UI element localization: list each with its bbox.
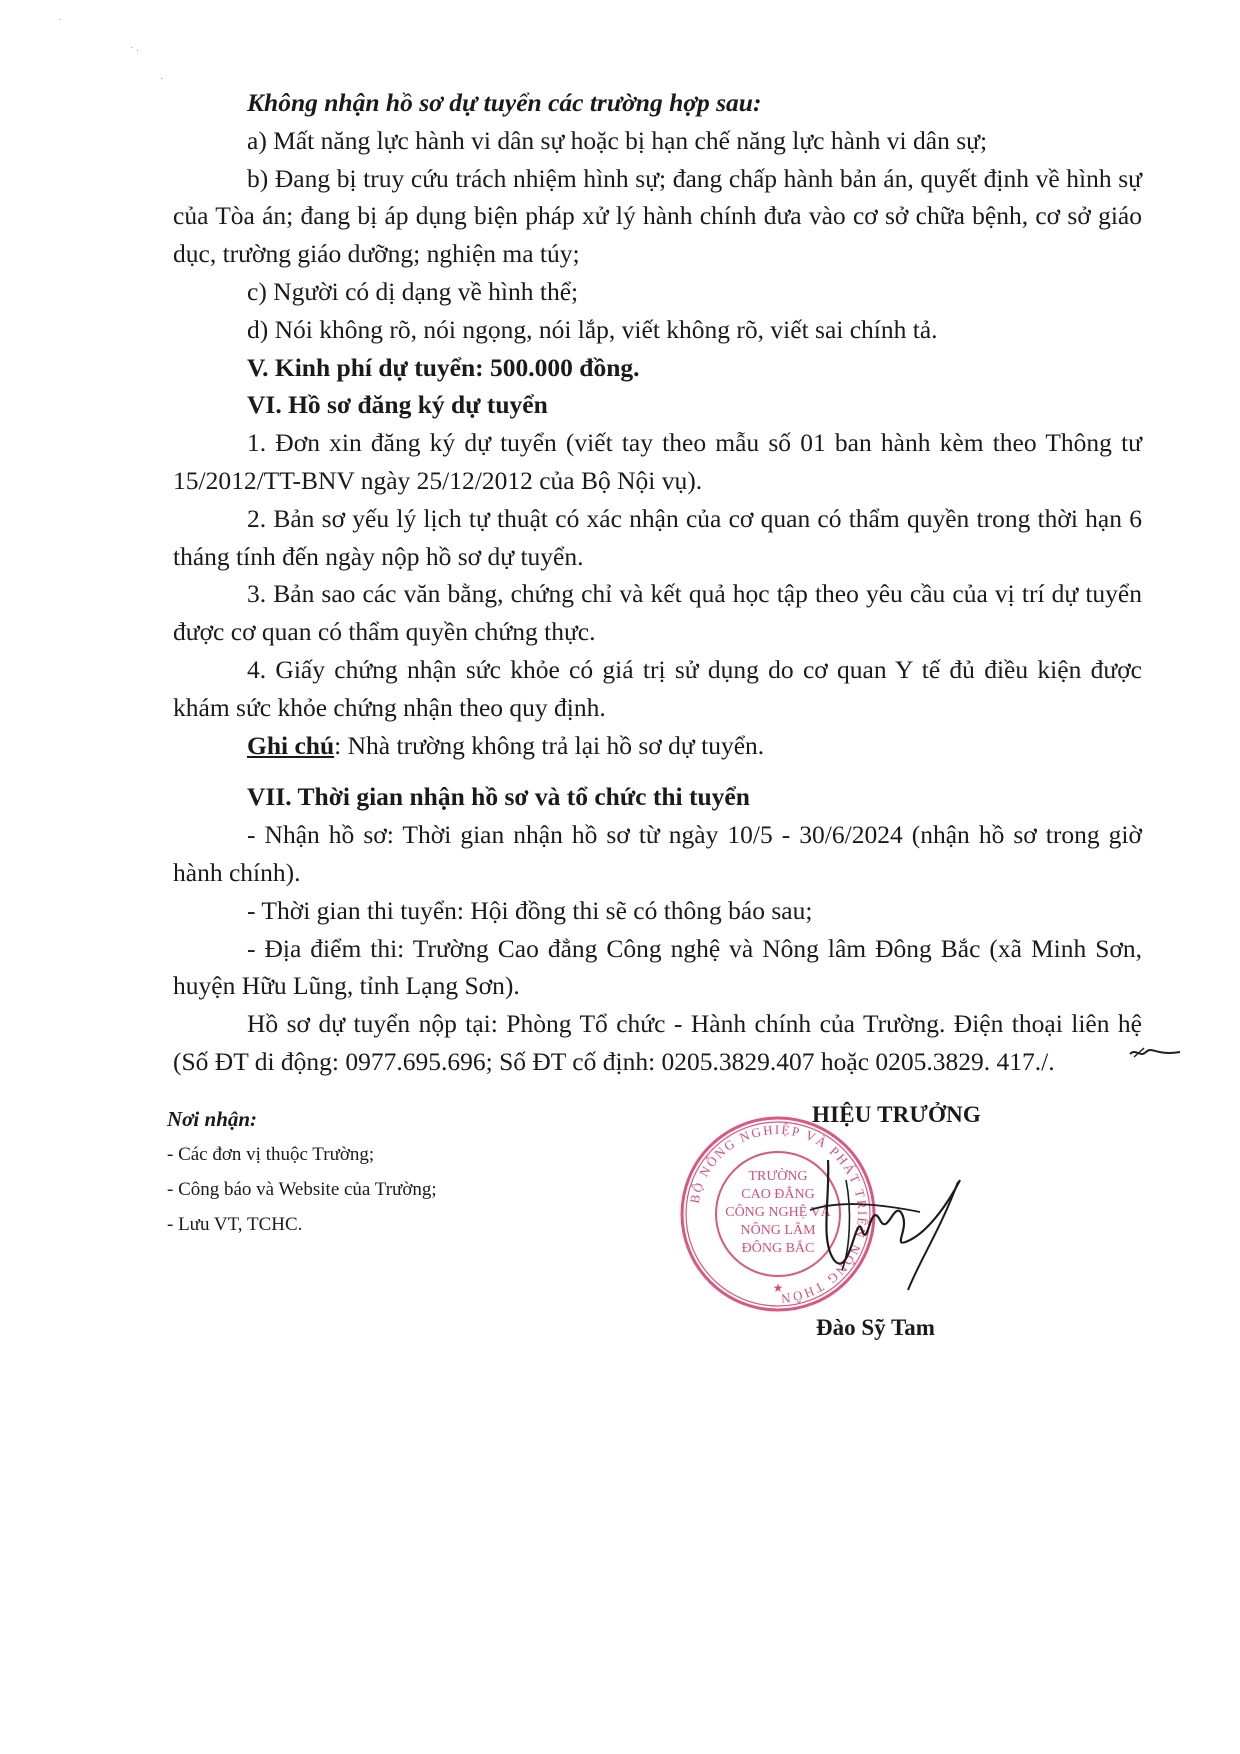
section-vii-heading: VII. Thời gian nhận hồ sơ và tổ chức thi tuyển bbox=[247, 782, 750, 812]
exclusion-item: d) Nói không rõ, nói ngọng, nói lắp, viết không rõ, viết sai chính tả. bbox=[247, 314, 938, 344]
required-document-item: 4. Giấy chứng nhận sức khỏe có giá trị sử dụng do cơ quan Y tế đủ điều kiện được khám sức khỏe chứng nhận theo quy định. bbox=[173, 654, 1142, 722]
schedule-item: - Nhận hồ sơ: Thời gian nhận hồ sơ từ ngày 10/5 - 30/6/2024 (nhận hồ sơ trong giờ hành chính). bbox=[173, 820, 1142, 887]
scan-speck: ˙ · bbox=[130, 46, 140, 57]
svg-text:NÔNG LÂM: NÔNG LÂM bbox=[740, 1223, 816, 1238]
end-mark-scribble bbox=[1128, 1044, 1182, 1062]
recipients-block bbox=[167, 1102, 587, 1242]
required-document-item: 2. Bản sơ yếu lý lịch tự thuật có xác nhận của cơ quan có thẩm quyền trong thời hạn 6 tháng tính đến ngày nộp hồ sơ dự tuyển. bbox=[173, 503, 1142, 571]
schedule-item: - Thời gian thi tuyển: Hội đồng thi sẽ có thông báo sau; bbox=[247, 895, 813, 925]
signer-title: HIỆU TRƯỞNG bbox=[812, 1102, 981, 1127]
recipients-title: Nơi nhận: bbox=[167, 1107, 258, 1131]
svg-text:ĐÔNG BẮC: ĐÔNG BẮC bbox=[741, 1241, 815, 1256]
recipient-item: - Lưu VT, TCHC. bbox=[167, 1214, 303, 1235]
required-document-item: 3. Bản sao các văn bằng, chứng chỉ và kết quả học tập theo yêu cầu của vị trí dự tuyển được cơ quan có thẩm quyền chứng thực. bbox=[173, 579, 1142, 647]
signature-block bbox=[660, 1100, 1080, 1360]
recipient-item: - Các đơn vị thuộc Trường; bbox=[167, 1144, 375, 1165]
signer-name: Đào Sỹ Tam bbox=[816, 1315, 935, 1340]
svg-text:TRƯỜNG: TRƯỜNG bbox=[748, 1169, 808, 1184]
exclusion-item: c) Người có dị dạng về hình thể; bbox=[247, 276, 579, 306]
exclusion-item: b) Đang bị truy cứu trách nhiệm hình sự; đang chấp hành bản án, quyết định về hình sự của Tòa án; đang bị áp dụng biện pháp xử lý hành chính đưa vào cơ sở chữa bệnh, cơ sở giáo dục, trường giáo dưỡng; nghiện ma túy; bbox=[173, 163, 1142, 269]
schedule-item: - Địa điểm thi: Trường Cao đẳng Công nghệ và Nông lâm Đông Bắc (xã Minh Sơn, huyện Hữu Lũng, tỉnh Lạng Sơn). bbox=[173, 933, 1142, 1001]
section-v-heading: V. Kinh phí dự tuyển: 500.000 đồng. bbox=[247, 352, 640, 382]
required-document-item: 1. Đơn xin đăng ký dự tuyển (viết tay theo mẫu số 01 ban hành kèm theo Thông tư 15/2012/TT-BNV ngày 25/12/2012 của Bộ Nội vụ). bbox=[173, 428, 1142, 495]
exclusion-item: a) Mất năng lực hành vi dân sự hoặc bị hạn chế năng lực hành vi dân sự; bbox=[247, 125, 988, 155]
scan-speck: · bbox=[160, 74, 164, 85]
note-text: : Nhà trường không trả lại hồ sơ dự tuyển. bbox=[334, 730, 765, 760]
note-line bbox=[173, 727, 1142, 765]
svg-text:CAO ĐẲNG: CAO ĐẲNG bbox=[741, 1187, 815, 1202]
recipient-item: - Công báo và Website của Trường; bbox=[167, 1179, 437, 1200]
handwritten-signature bbox=[790, 1140, 970, 1310]
svg-text:CÔNG NGHỆ VÀ: CÔNG NGHỆ VÀ bbox=[725, 1205, 831, 1220]
submission-contact: Hồ sơ dự tuyển nộp tại: Phòng Tổ chức - Hành chính của Trường. Điện thoại liên hệ (Số ĐT di động: 0977.695.696; Số ĐT cố định: 0205.3829.407 hoặc 0205.3829. 417./. bbox=[173, 1009, 1142, 1076]
svg-text:★: ★ bbox=[772, 1281, 784, 1295]
note-label: Ghi chú bbox=[247, 730, 335, 760]
document-body bbox=[173, 84, 1142, 1081]
svg-text:BỘ NÔNG NGHIỆP VÀ PHÁT TRIỂN N: BỘ NÔNG NGHIỆP VÀ PHÁT TRIỂN NÔNG THÔN bbox=[686, 1121, 871, 1307]
scan-speck: ˙ bbox=[58, 18, 62, 29]
exclusions-heading: Không nhận hồ sơ dự tuyển các trường hợp sau: bbox=[247, 88, 762, 117]
section-vi-heading: VI. Hồ sơ đăng ký dự tuyển bbox=[247, 390, 548, 420]
